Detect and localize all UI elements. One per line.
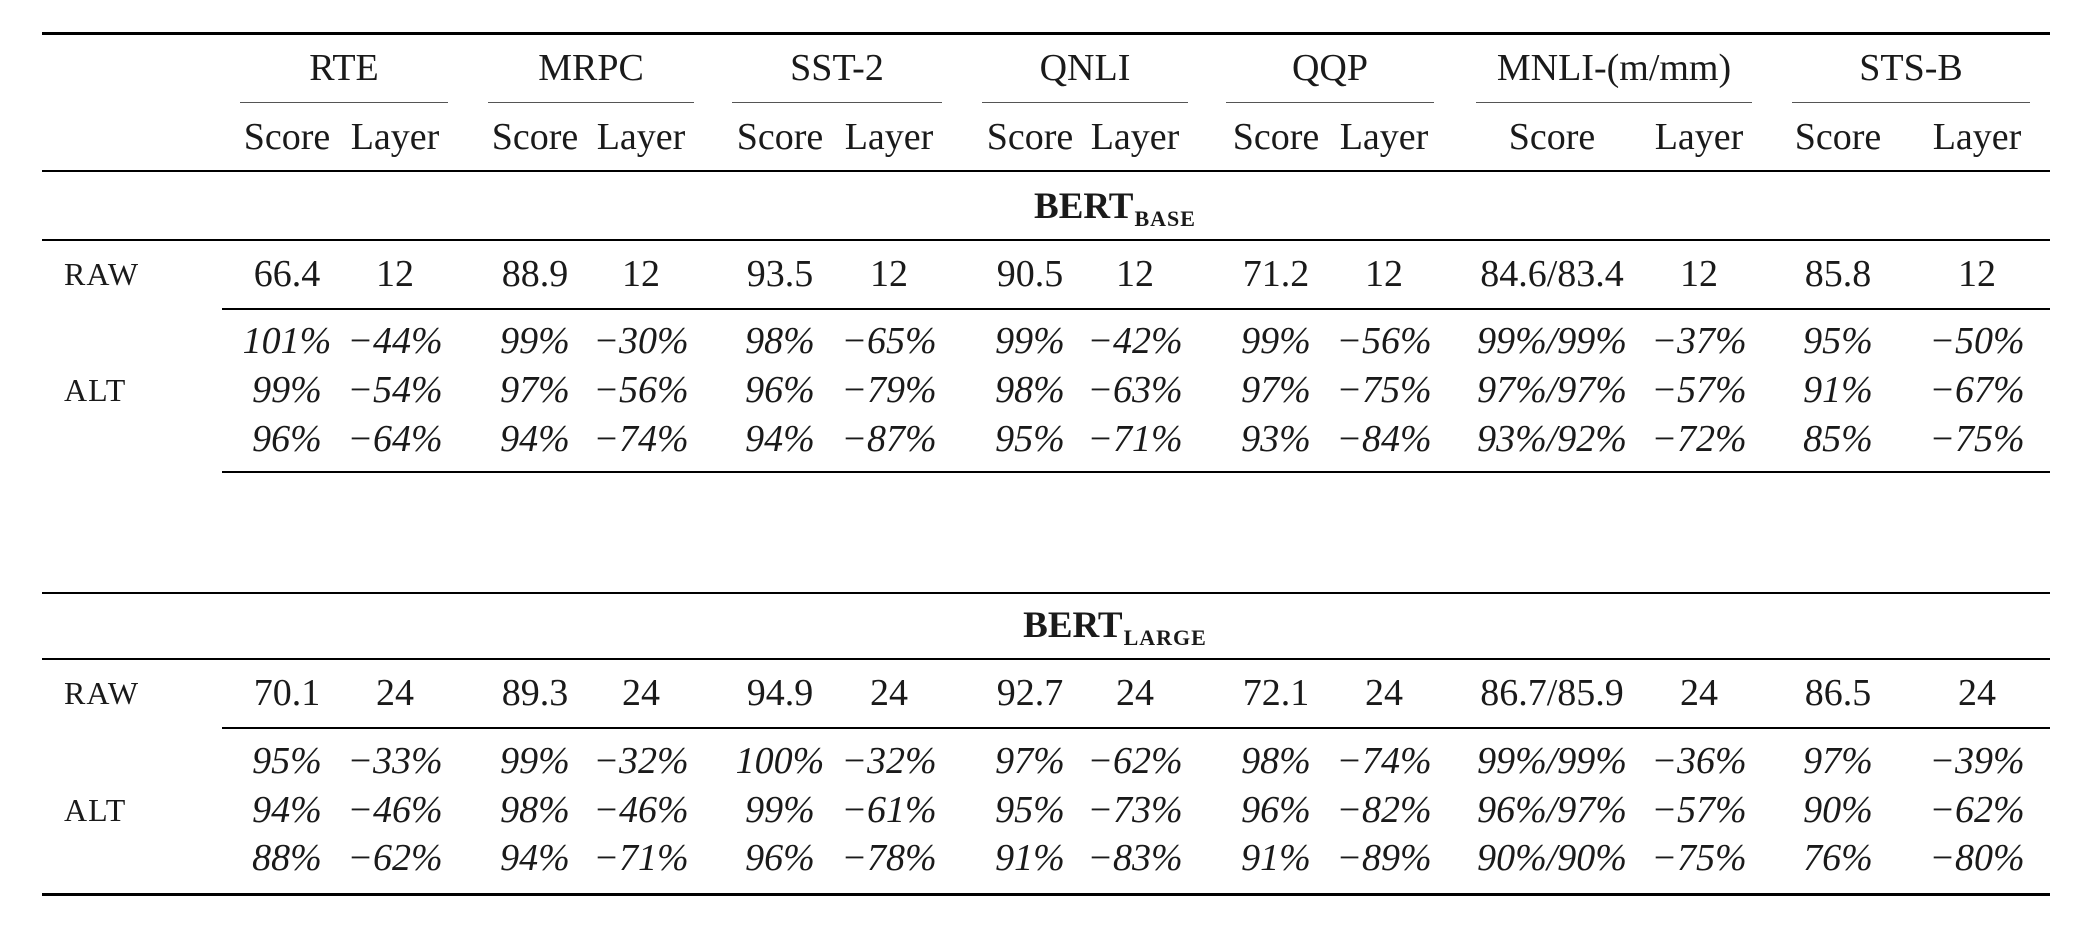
alt-cell: −56%: [593, 369, 689, 411]
raw-cell: 12: [622, 253, 660, 295]
raw-cell: 12: [1365, 253, 1403, 295]
alt-row-label: ALT: [64, 792, 127, 828]
raw-alt-rule: [222, 308, 2050, 310]
dataset-header: QNLI: [1039, 47, 1131, 89]
alt-cell: −61%: [841, 789, 937, 831]
alt-cell: −42%: [1087, 320, 1183, 362]
alt-cell: 91%: [1241, 837, 1311, 879]
raw-cell: 66.4: [253, 253, 321, 295]
alt-cell: 93%/92%: [1477, 418, 1627, 460]
alt-cell: −62%: [1087, 740, 1183, 782]
raw-cell: 72.1: [1242, 672, 1310, 714]
alt-cell: 98%: [995, 369, 1065, 411]
alt-cell: −75%: [1336, 369, 1432, 411]
alt-cell: 97%: [500, 369, 570, 411]
alt-cell: −71%: [1087, 418, 1183, 460]
alt-cell: 95%: [995, 789, 1065, 831]
alt-cell: 90%: [1803, 789, 1873, 831]
alt-cell: 85%: [1803, 418, 1873, 460]
alt-cell: −73%: [1087, 789, 1183, 831]
raw-cell: 88.9: [501, 253, 569, 295]
alt-cell: −50%: [1929, 320, 2025, 362]
alt-cell: 99%: [500, 740, 570, 782]
alt-cell: 95%: [252, 740, 322, 782]
raw-cell: 24: [1680, 672, 1718, 714]
alt-cell: 98%: [1241, 740, 1311, 782]
raw-cell: 86.7/85.9: [1480, 672, 1624, 714]
raw-cell: 12: [1958, 253, 1996, 295]
model-name: BERT: [1034, 186, 1134, 227]
alt-cell: −46%: [593, 789, 689, 831]
score-subheader: Score: [1232, 116, 1320, 158]
alt-cell: −87%: [841, 418, 937, 460]
alt-cell: 96%: [745, 837, 815, 879]
raw-cell: 24: [1958, 672, 1996, 714]
alt-cell: −74%: [1336, 740, 1432, 782]
model-title: [1034, 188, 1196, 230]
alt-cell: 93%: [1241, 418, 1311, 460]
dataset-header-underline: [488, 102, 694, 103]
dataset-header: RTE: [309, 47, 379, 89]
raw-cell: 93.5: [746, 253, 814, 295]
alt-cell: 99%: [995, 320, 1065, 362]
raw-cell: 12: [1680, 253, 1718, 295]
alt-cell: −54%: [347, 369, 443, 411]
alt-cell: 94%: [500, 837, 570, 879]
raw-alt-rule: [222, 727, 2050, 729]
alt-cell: 95%: [995, 418, 1065, 460]
section-top-rule: [42, 592, 2050, 594]
layer-subheader: Layer: [1654, 116, 1744, 158]
alt-cell: −80%: [1929, 837, 2025, 879]
alt-cell: 96%/97%: [1477, 789, 1627, 831]
model-size: BASE: [1134, 206, 1196, 231]
alt-cell: 97%/97%: [1477, 369, 1627, 411]
alt-cell: 76%: [1803, 837, 1873, 879]
raw-cell: 94.9: [746, 672, 814, 714]
bottom-rule: [42, 893, 2050, 896]
score-subheader: Score: [736, 116, 824, 158]
alt-cell: −89%: [1336, 837, 1432, 879]
header-rule: [42, 170, 2050, 172]
top-rule: [42, 32, 2050, 35]
alt-cell: −78%: [841, 837, 937, 879]
alt-cell: 99%/99%: [1477, 320, 1627, 362]
alt-cell: 99%/99%: [1477, 740, 1627, 782]
raw-cell: 86.5: [1804, 672, 1872, 714]
alt-cell: 96%: [252, 418, 322, 460]
dataset-header: QQP: [1291, 47, 1369, 89]
alt-cell: 97%: [995, 740, 1065, 782]
alt-cell: −37%: [1651, 320, 1747, 362]
alt-cell: −46%: [347, 789, 443, 831]
alt-cell: −65%: [841, 320, 937, 362]
alt-cell: 98%: [500, 789, 570, 831]
layer-subheader: Layer: [596, 116, 686, 158]
dataset-header: MRPC: [538, 47, 644, 89]
raw-cell: 24: [1365, 672, 1403, 714]
model-size: LARGE: [1123, 625, 1207, 650]
alt-cell: 95%: [1803, 320, 1873, 362]
score-subheader: Score: [1508, 116, 1596, 158]
alt-cell: −62%: [347, 837, 443, 879]
raw-cell: 92.7: [996, 672, 1064, 714]
layer-subheader: Layer: [350, 116, 440, 158]
alt-cell: −62%: [1929, 789, 2025, 831]
raw-cell: 12: [1116, 253, 1154, 295]
raw-cell: 12: [870, 253, 908, 295]
alt-cell: 96%: [1241, 789, 1311, 831]
alt-cell: −75%: [1929, 418, 2025, 460]
layer-subheader: Layer: [844, 116, 934, 158]
alt-cell: −33%: [347, 740, 443, 782]
alt-cell: −79%: [841, 369, 937, 411]
raw-cell: 70.1: [253, 672, 321, 714]
alt-cell: −32%: [593, 740, 689, 782]
alt-cell: 94%: [745, 418, 815, 460]
alt-cell: 99%: [500, 320, 570, 362]
alt-cell: 99%: [252, 369, 322, 411]
alt-cell: 100%: [735, 740, 825, 782]
alt-cell: −64%: [347, 418, 443, 460]
alt-cell: −82%: [1336, 789, 1432, 831]
score-subheader: Score: [986, 116, 1074, 158]
layer-subheader: Layer: [1090, 116, 1180, 158]
model-name: BERT: [1023, 605, 1123, 646]
raw-cell: 84.6/83.4: [1480, 253, 1624, 295]
alt-cell: −32%: [841, 740, 937, 782]
raw-cell: 24: [870, 672, 908, 714]
raw-cell: 85.8: [1804, 253, 1872, 295]
raw-cell: 24: [1116, 672, 1154, 714]
alt-cell: −56%: [1336, 320, 1432, 362]
alt-cell: −75%: [1651, 837, 1747, 879]
dataset-header-underline: [732, 102, 942, 103]
dataset-header-underline: [982, 102, 1188, 103]
alt-cell: −67%: [1929, 369, 2025, 411]
alt-cell: −84%: [1336, 418, 1432, 460]
alt-cell: 94%: [252, 789, 322, 831]
alt-cell: −83%: [1087, 837, 1183, 879]
alt-cell: −30%: [593, 320, 689, 362]
alt-cell: −71%: [593, 837, 689, 879]
model-title: [1023, 607, 1207, 649]
alt-cell: 98%: [745, 320, 815, 362]
raw-row-label: RAW: [64, 675, 140, 711]
dataset-header: STS-B: [1859, 47, 1963, 89]
alt-cell: −57%: [1651, 369, 1747, 411]
dataset-header-underline: [240, 102, 448, 103]
alt-cell: 91%: [995, 837, 1065, 879]
raw-cell: 90.5: [996, 253, 1064, 295]
model-rule: [42, 658, 2050, 660]
alt-cell: −74%: [593, 418, 689, 460]
alt-cell: 99%: [745, 789, 815, 831]
alt-cell: 90%/90%: [1477, 837, 1627, 879]
alt-cell: −36%: [1651, 740, 1747, 782]
model-rule: [42, 239, 2050, 241]
alt-cell: 97%: [1803, 740, 1873, 782]
layer-subheader: Layer: [1932, 116, 2022, 158]
alt-row-label: ALT: [64, 372, 127, 408]
alt-cell: −57%: [1651, 789, 1747, 831]
dataset-header: MNLI-(m/mm): [1496, 47, 1732, 89]
alt-cell: 88%: [252, 837, 322, 879]
dataset-header: SST-2: [790, 47, 884, 89]
alt-cell: 94%: [500, 418, 570, 460]
dataset-header-underline: [1226, 102, 1434, 103]
raw-cell: 12: [376, 253, 414, 295]
section-end-rule: [222, 471, 2050, 473]
score-subheader: Score: [1794, 116, 1882, 158]
alt-cell: 101%: [242, 320, 332, 362]
alt-cell: 97%: [1241, 369, 1311, 411]
raw-cell: 24: [622, 672, 660, 714]
alt-cell: 99%: [1241, 320, 1311, 362]
alt-cell: −39%: [1929, 740, 2025, 782]
score-subheader: Score: [243, 116, 331, 158]
alt-cell: −44%: [347, 320, 443, 362]
raw-row-label: RAW: [64, 256, 140, 292]
alt-cell: 91%: [1803, 369, 1873, 411]
score-subheader: Score: [491, 116, 579, 158]
alt-cell: −63%: [1087, 369, 1183, 411]
dataset-header-underline: [1476, 102, 1752, 103]
alt-cell: 96%: [745, 369, 815, 411]
raw-cell: 24: [376, 672, 414, 714]
dataset-header-underline: [1792, 102, 2030, 103]
alt-cell: −72%: [1651, 418, 1747, 460]
layer-subheader: Layer: [1339, 116, 1429, 158]
raw-cell: 71.2: [1242, 253, 1310, 295]
raw-cell: 89.3: [501, 672, 569, 714]
